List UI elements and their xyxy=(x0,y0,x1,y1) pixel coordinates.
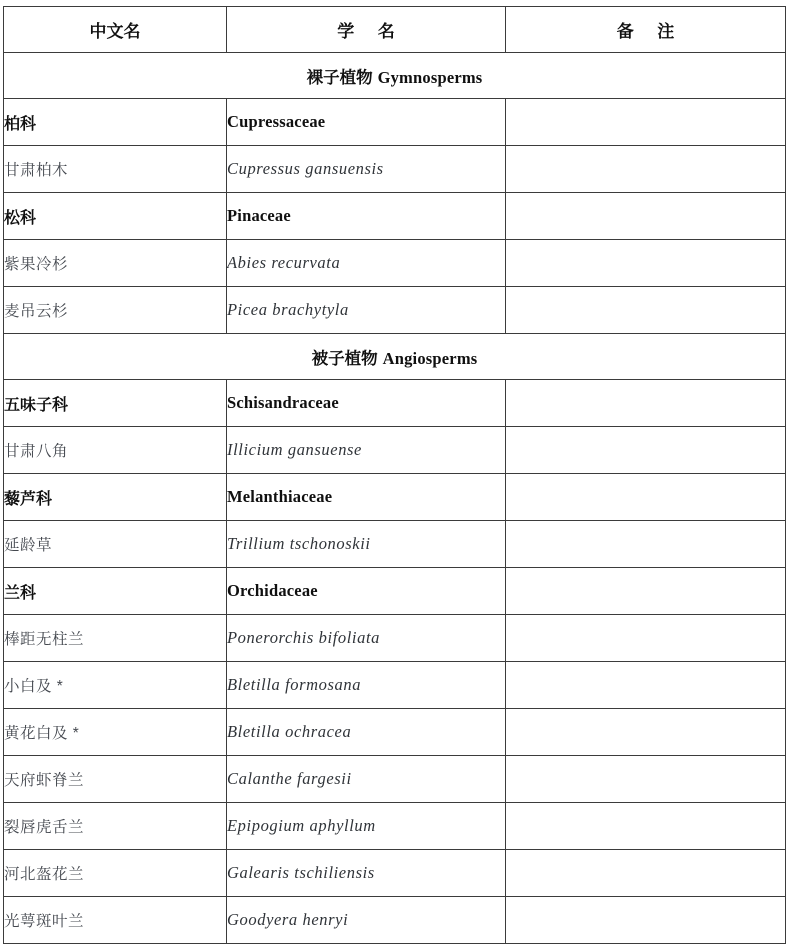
remarks-cell xyxy=(506,568,786,615)
family-chinese-name: 五味子科 xyxy=(4,380,227,427)
group-divider-row xyxy=(4,334,786,380)
group-title-chinese: 裸子植物 xyxy=(306,68,373,87)
species-chinese-name: 麦吊云杉 xyxy=(4,287,227,334)
remarks-cell xyxy=(506,193,786,240)
remarks-cell xyxy=(506,521,786,568)
group-title xyxy=(4,334,786,380)
column-header: 备 注 xyxy=(506,7,786,53)
table-header-row xyxy=(4,7,786,53)
species-scientific-name: Ponerorchis bifoliata xyxy=(227,615,506,662)
family-row xyxy=(4,474,786,521)
remarks-cell xyxy=(506,803,786,850)
species-scientific-name: Abies recurvata xyxy=(227,240,506,287)
species-row xyxy=(4,146,786,193)
species-chinese-name: 光萼斑叶兰 xyxy=(4,897,227,944)
species-chinese-name: 延龄草 xyxy=(4,521,227,568)
group-title xyxy=(4,53,786,99)
family-chinese-name: 藜芦科 xyxy=(4,474,227,521)
remarks-cell xyxy=(506,240,786,287)
family-chinese-name: 松科 xyxy=(4,193,227,240)
remarks-cell xyxy=(506,99,786,146)
family-row xyxy=(4,99,786,146)
species-scientific-name: Calanthe fargesii xyxy=(227,756,506,803)
species-scientific-name: Bletilla ochracea xyxy=(227,709,506,756)
family-chinese-name: 兰科 xyxy=(4,568,227,615)
species-row xyxy=(4,521,786,568)
species-row xyxy=(4,850,786,897)
group-title-latin: Gymnosperms xyxy=(377,67,483,87)
remarks-cell xyxy=(506,662,786,709)
species-chinese-name: 黄花白及 * xyxy=(4,709,227,756)
species-scientific-name: Epipogium aphyllum xyxy=(227,803,506,850)
species-chinese-name: 甘肃八角 xyxy=(4,427,227,474)
remarks-cell xyxy=(506,146,786,193)
species-scientific-name: Bletilla formosana xyxy=(227,662,506,709)
table-body xyxy=(4,7,786,944)
group-divider-row xyxy=(4,53,786,99)
species-chinese-name: 天府虾脊兰 xyxy=(4,756,227,803)
species-row xyxy=(4,240,786,287)
family-scientific-name: Pinaceae xyxy=(227,193,506,240)
remarks-cell xyxy=(506,709,786,756)
species-row xyxy=(4,756,786,803)
remarks-cell xyxy=(506,615,786,662)
species-row xyxy=(4,615,786,662)
species-row xyxy=(4,897,786,944)
species-scientific-name: Goodyera henryi xyxy=(227,897,506,944)
family-scientific-name: Orchidaceae xyxy=(227,568,506,615)
family-scientific-name: Cupressaceae xyxy=(227,99,506,146)
remarks-cell xyxy=(506,427,786,474)
family-scientific-name: Schisandraceae xyxy=(227,380,506,427)
species-row xyxy=(4,803,786,850)
remarks-cell xyxy=(506,380,786,427)
species-row xyxy=(4,287,786,334)
remarks-cell xyxy=(506,756,786,803)
species-scientific-name: Cupressus gansuensis xyxy=(227,146,506,193)
group-title-latin: Angiosperms xyxy=(382,348,478,368)
family-row xyxy=(4,380,786,427)
family-row xyxy=(4,568,786,615)
family-chinese-name: 柏科 xyxy=(4,99,227,146)
species-row xyxy=(4,427,786,474)
column-header: 中文名 xyxy=(4,7,227,53)
species-chinese-name: 裂唇虎舌兰 xyxy=(4,803,227,850)
species-checklist-table xyxy=(3,6,786,944)
species-chinese-name: 紫果冷杉 xyxy=(4,240,227,287)
species-row xyxy=(4,662,786,709)
remarks-cell xyxy=(506,850,786,897)
remarks-cell xyxy=(506,287,786,334)
species-scientific-name: Galearis tschiliensis xyxy=(227,850,506,897)
species-row xyxy=(4,709,786,756)
species-scientific-name: Picea brachytyla xyxy=(227,287,506,334)
species-chinese-name: 河北盔花兰 xyxy=(4,850,227,897)
group-title-chinese: 被子植物 xyxy=(311,349,378,368)
family-row xyxy=(4,193,786,240)
remarks-cell xyxy=(506,897,786,944)
family-scientific-name: Melanthiaceae xyxy=(227,474,506,521)
species-chinese-name: 棒距无柱兰 xyxy=(4,615,227,662)
column-header: 学 名 xyxy=(227,7,506,53)
species-scientific-name: Trillium tschonoskii xyxy=(227,521,506,568)
species-chinese-name: 甘肃柏木 xyxy=(4,146,227,193)
species-scientific-name: Illicium gansuense xyxy=(227,427,506,474)
remarks-cell xyxy=(506,474,786,521)
species-chinese-name: 小白及 * xyxy=(4,662,227,709)
